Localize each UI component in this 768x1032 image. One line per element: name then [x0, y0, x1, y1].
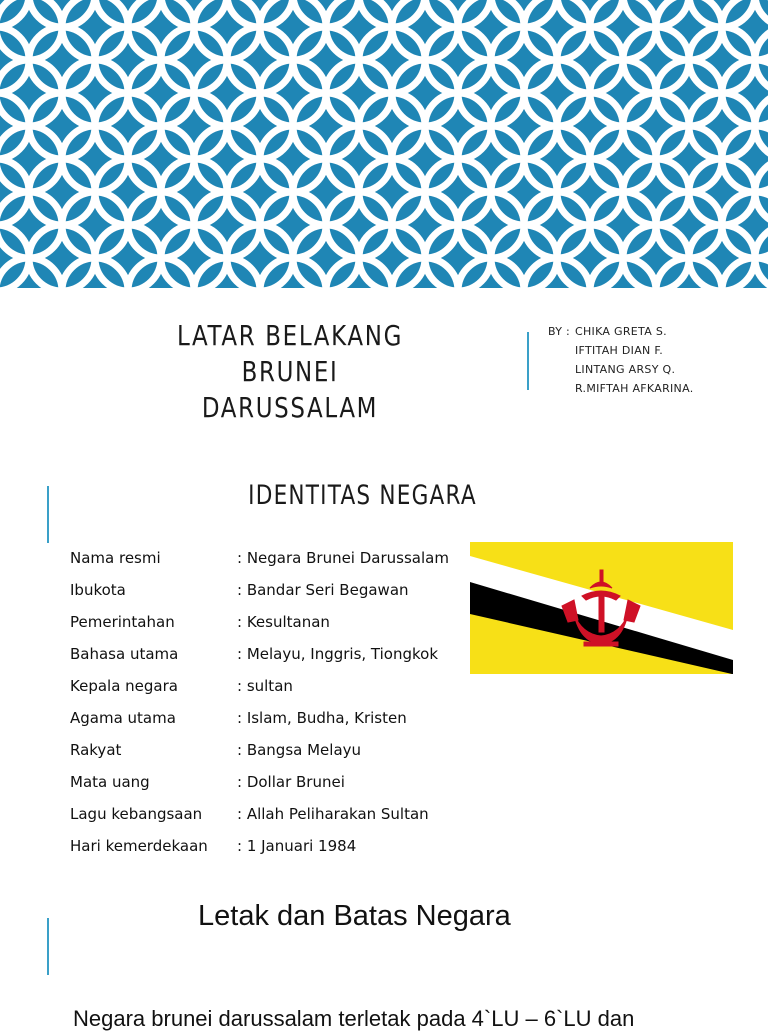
author-list	[548, 322, 694, 398]
row-value: : Allah Peliharakan Sultan	[237, 805, 429, 823]
title-divider	[527, 332, 529, 390]
author-name: R.MIFTAH AFKARINA.	[575, 382, 694, 395]
row-value: : Negara Brunei Darussalam	[237, 549, 449, 567]
row-value: : Dollar Brunei	[237, 773, 345, 791]
row-key: Lagu kebangsaan	[70, 805, 203, 823]
title-line-1: LATAR BELAKANG	[176, 319, 404, 352]
row-value: : Melayu, Inggris, Tiongkok	[237, 645, 439, 663]
author-name: CHIKA GRETA S.	[575, 325, 667, 338]
identity-section-title: IDENTITAS NEGARA	[248, 480, 477, 511]
row-value: : Islam, Budha, Kristen	[237, 709, 407, 727]
identity-table	[70, 542, 470, 862]
brunei-flag-image	[470, 542, 733, 674]
author-name: LINTANG ARSY Q.	[575, 363, 676, 376]
brunei-flag	[470, 542, 733, 674]
row-value: : sultan	[237, 677, 293, 695]
table-row	[70, 638, 470, 670]
table-row	[70, 830, 470, 862]
row-key: Mata uang	[70, 773, 150, 791]
row-key: Hari kemerdekaan	[70, 837, 208, 855]
section-accent-line	[47, 486, 49, 543]
row-key: Kepala negara	[70, 677, 178, 695]
row-key: Nama resmi	[70, 549, 161, 567]
row-key: Bahasa utama	[70, 645, 179, 663]
table-row	[70, 734, 470, 766]
table-row	[70, 798, 470, 830]
author-name: IFTITAH DIAN F.	[575, 344, 664, 357]
row-key: Rakyat	[70, 741, 122, 759]
geometric-pattern	[0, 0, 768, 288]
row-value: : Bangsa Melayu	[237, 741, 362, 759]
table-row	[70, 766, 470, 798]
row-key: Pemerintahan	[70, 613, 175, 631]
title-line-2: BRUNEI DARUSSALAM	[201, 355, 379, 424]
location-body-text: Negara brunei darussalam terletak pada 4`LU – 6`LU dan	[73, 1006, 635, 1031]
section-accent-line	[47, 918, 49, 975]
presentation-title	[151, 318, 430, 426]
row-value: : Kesultanan	[237, 613, 330, 631]
row-key: Ibukota	[70, 581, 126, 599]
row-value: : Bandar Seri Begawan	[237, 581, 409, 599]
table-row	[70, 542, 470, 574]
location-section-title: Letak dan Batas Negara	[198, 900, 511, 932]
table-row	[70, 606, 470, 638]
table-row	[70, 670, 470, 702]
table-row	[70, 702, 470, 734]
authors-prefix: BY :	[548, 325, 571, 338]
row-key: Agama utama	[70, 709, 176, 727]
header-pattern-banner	[0, 0, 768, 288]
row-value: : 1 Januari 1984	[237, 837, 357, 855]
table-row	[70, 574, 470, 606]
